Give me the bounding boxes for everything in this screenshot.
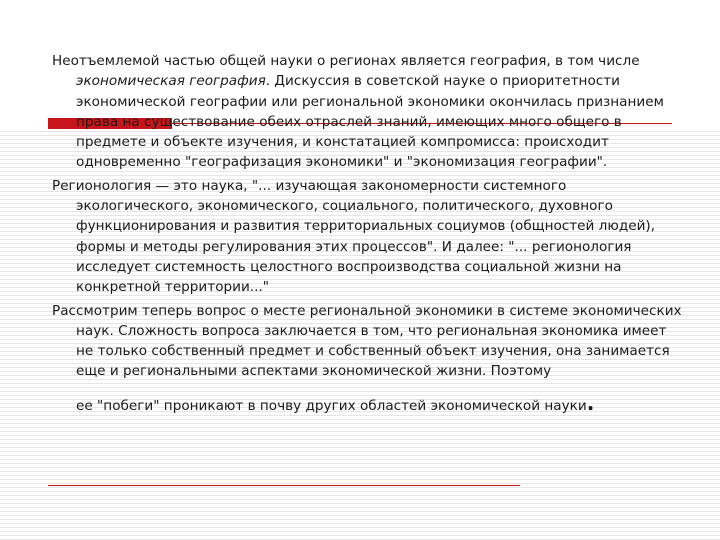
- paragraph-regionology: Регионология — это наука, "... изучающая закономерности системного экологического, экономического, социального, политического, духовного функционирования и развития территориальных социумов (общностей людей), формы и методы регулирования этих процессов". И далее: "... регионология исследует системность целостного воспроизводства социальной жизни на конкретной территории...": [52, 177, 656, 296]
- final-period: .: [586, 390, 595, 415]
- paragraph-geography-italic: экономическая география: [76, 73, 266, 90]
- paragraph-geography: [52, 51, 682, 173]
- paragraph-regional-economics-last-line: [52, 390, 682, 416]
- footer-red-line: [48, 485, 520, 486]
- paragraph-geography-lead: Неотъемлемой частью общей науки о регионах является география, в том числе: [52, 53, 640, 69]
- paragraph-regional-economics: Рассмотрим теперь вопрос о месте региональной экономики в системе экономических наук. Сложность вопроса заключается в том, что региональная экономика имеет не только собственный предмет и собственный объект изучения, она занимается еще и региональными аспектами экономической жизни. Поэтому: [52, 302, 682, 380]
- last-line-text: ее "побеги" проникают в почву других областей экономической науки: [76, 397, 587, 414]
- slide-body: [52, 51, 682, 416]
- paragraph-geography-tail: . Дискуссия в советской науке о приоритетности экономической географии или региональной экономики окончилась признанием права на существование обеих отраслей знаний, имеющих много общего в предмете и объекте изучения, и констатацией компромисса: происходит одновременно "географизация экономики" и "экономизация географии".: [76, 73, 664, 171]
